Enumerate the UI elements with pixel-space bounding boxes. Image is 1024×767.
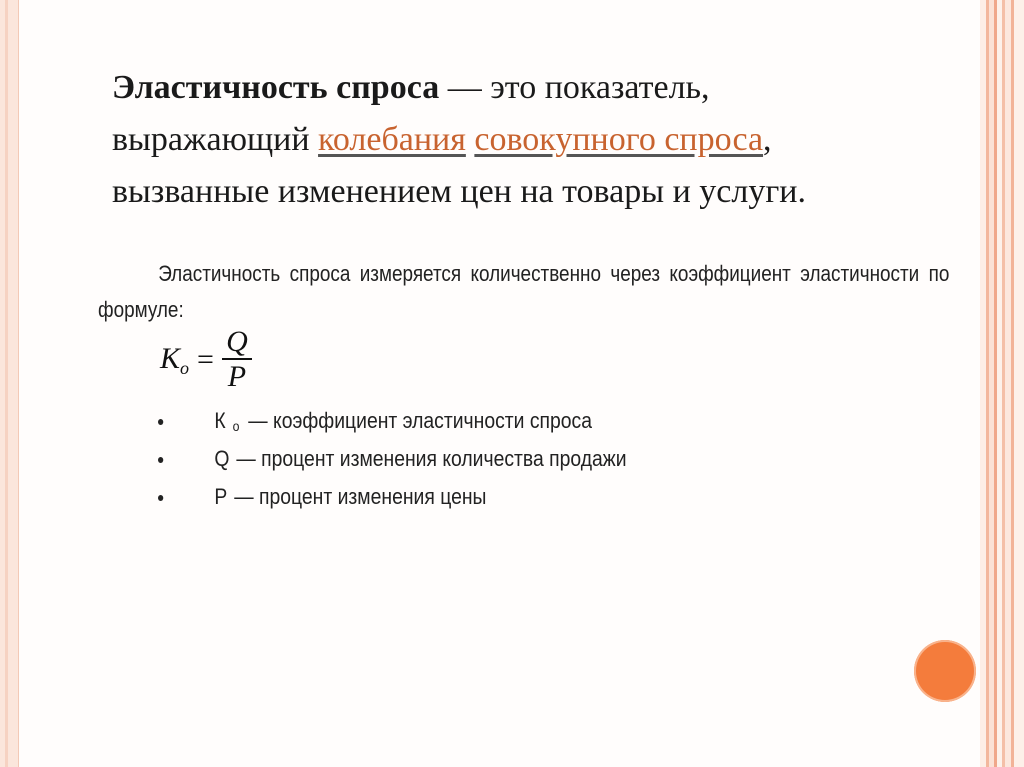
list-item	[158, 440, 627, 478]
formula-k: $K_o$	[160, 341, 190, 378]
orange-circle-decoration	[914, 640, 976, 702]
formula-fraction	[222, 326, 252, 394]
bullet-symbol: К	[214, 408, 226, 433]
bullet-text: — коэффициент эластичности спроса	[248, 408, 592, 433]
elasticity-formula	[160, 326, 252, 394]
term-bold: Эластичность спроса	[112, 69, 440, 106]
right-stripes-decoration	[980, 0, 1024, 767]
link-kolebaniya[interactable]: колебания	[318, 121, 466, 158]
bullet-subscript: о	[232, 418, 240, 434]
heading-line1-rest: — это показатель,	[439, 69, 710, 106]
heading-line3: вызванные изменением цен на товары и услуги.	[112, 173, 806, 210]
definitions-list	[158, 402, 690, 516]
bullet-icon	[158, 457, 163, 463]
list-item	[158, 402, 627, 440]
formula-numerator: Q	[226, 325, 248, 358]
bullet-text: — процент изменения количества продажи	[236, 446, 627, 471]
formula-intro-paragraph: Эластичность спроса измеряется количественно через коэффициент эластичности по формуле:	[98, 261, 950, 322]
left-border-decoration	[0, 0, 19, 767]
list-item	[158, 478, 627, 516]
formula-denominator: P	[227, 360, 247, 393]
bullet-icon	[158, 419, 163, 425]
link-sovokupnogo-sprosa[interactable]: совокупного спроса	[474, 121, 764, 158]
bullet-text: — процент изменения цены	[234, 484, 487, 509]
formula-k-subscript: o	[180, 357, 190, 378]
formula-equals: =	[197, 343, 214, 376]
bullet-symbol: Q	[214, 446, 230, 471]
heading-line2-end: ,	[763, 121, 772, 158]
bullet-symbol: Р	[214, 484, 228, 509]
heading-line2-start: выражающий	[112, 121, 319, 158]
definition-heading	[112, 62, 932, 218]
bullet-icon	[158, 495, 163, 501]
